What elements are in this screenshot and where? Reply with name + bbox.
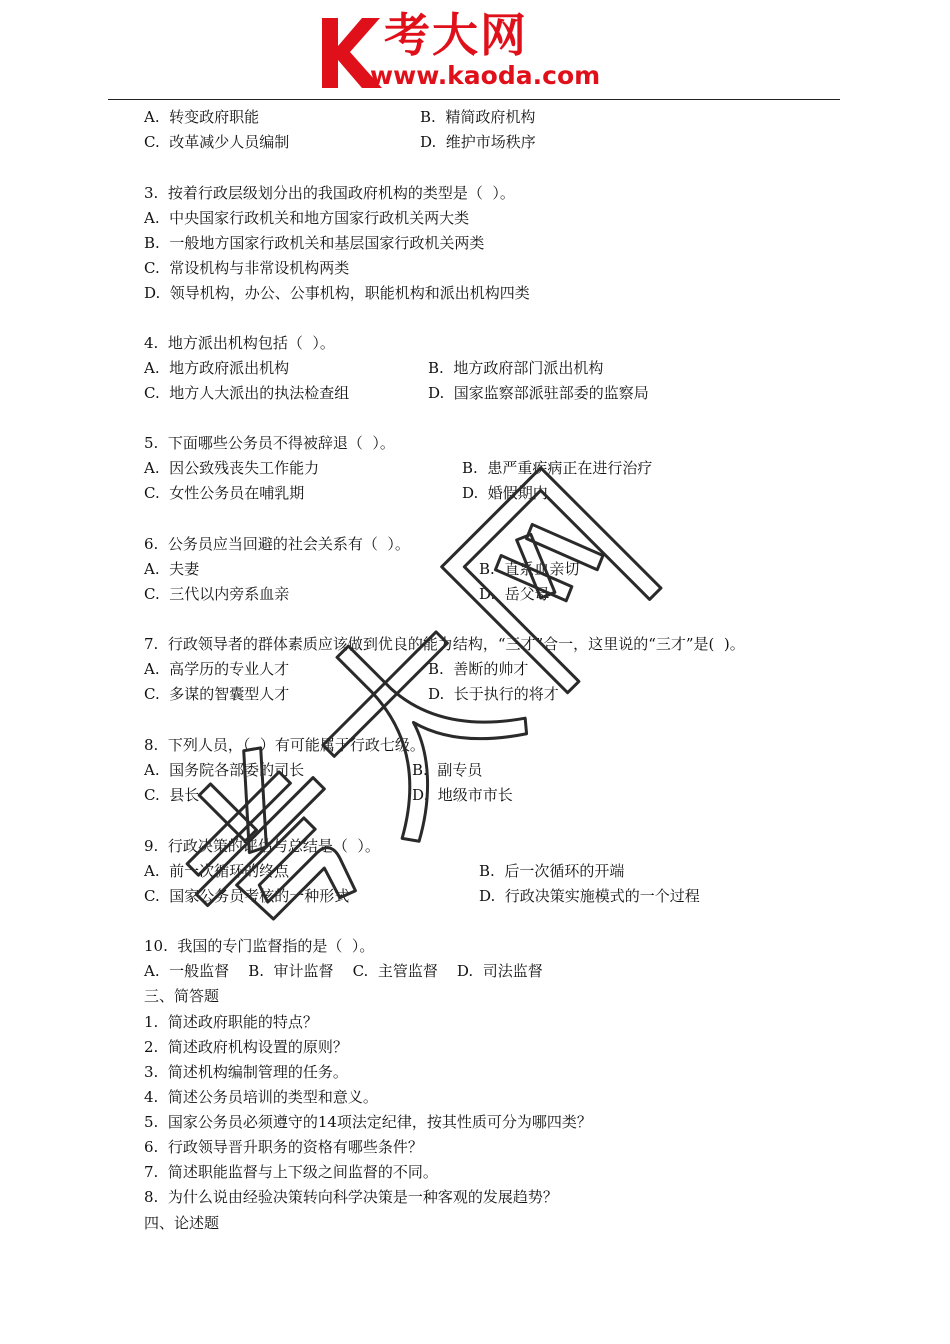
section3-item: 5. 国家公务员必须遵守的14项法定纪律，按其性质可分为哪四类？ [144, 1113, 592, 1131]
q8-option-c: C. 县长 [144, 786, 200, 804]
section3-item: 4. 简述公务员培训的类型和意义。 [144, 1088, 378, 1106]
q10-options: A. 一般监督 B. 审计监督 C. 主管监督 D. 司法监督 [144, 962, 543, 980]
q-prev-option-d: D. 维护市场秩序 [420, 133, 536, 151]
q-prev-option-a: A. 转变政府职能 [144, 108, 260, 126]
header-divider [108, 99, 840, 100]
q5-option-c: C. 女性公务员在哺乳期 [144, 484, 305, 502]
q7-option-a: A. 高学历的专业人才 [144, 660, 290, 678]
q3-option-b: B. 一般地方国家行政机关和基层国家行政机关两类 [144, 234, 485, 252]
q6-option-d: D. 岳父母 [479, 585, 550, 603]
q6-option-b: B. 直系血亲切 [479, 560, 580, 578]
q-prev-option-c: C. 改革减少人员编制 [144, 133, 290, 151]
q4-option-a: A. 地方政府派出机构 [144, 359, 290, 377]
q5-option-d: D. 婚假期内 [462, 484, 548, 502]
q7-option-b: B. 善断的帅才 [428, 660, 529, 678]
logo-url-text: www.kaoda.com [370, 61, 601, 90]
q3-option-a: A. 中央国家行政机关和地方国家行政机关两大类 [144, 209, 470, 227]
q9-option-c: C. 国家公务员考核的一种形式 [144, 887, 350, 905]
q7-stem: 7. 行政领导者的群体素质应该做到优良的能力结构，“三才”合一，这里说的“三才”是( )。 [144, 635, 745, 653]
section3-item: 1. 简述政府职能的特点？ [144, 1013, 318, 1031]
section3-title: 三、简答题 [144, 987, 220, 1005]
section3-item: 3. 简述机构编制管理的任务。 [144, 1063, 348, 1081]
section3-item: 7. 简述职能监督与上下级之间监督的不同。 [144, 1163, 438, 1181]
q3-stem: 3. 按着行政层级划分出的我国政府机构的类型是（ ）。 [144, 184, 515, 202]
logo-cn-text: 考大网 [384, 8, 528, 62]
q8-option-d: D. 地级市市长 [412, 786, 513, 804]
q8-option-a: A. 国务院各部委的司长 [144, 761, 305, 779]
q8-option-b: B. 副专员 [412, 761, 483, 779]
section3-item: 6. 行政领导晋升职务的资格有哪些条件？ [144, 1138, 423, 1156]
q9-option-b: B. 后一次循环的开端 [479, 862, 625, 880]
q7-option-c: C. 多谋的智囊型人才 [144, 685, 290, 703]
section3-item: 8. 为什么说由经验决策转向科学决策是一种客观的发展趋势？ [144, 1188, 558, 1206]
q-prev-option-b: B. 精简政府机构 [420, 108, 536, 126]
q5-option-b: B. 患严重疾病正在进行治疗 [462, 459, 653, 477]
q8-stem: 8. 下列人员，（ ）有可能属于行政七级。 [144, 736, 425, 754]
q9-option-a: A. 前一次循环的终点 [144, 862, 290, 880]
q5-option-a: A. 因公致残丧失工作能力 [144, 459, 320, 477]
q3-option-c: C. 常设机构与非常设机构两类 [144, 259, 350, 277]
q7-option-d: D. 长于执行的将才 [428, 685, 559, 703]
q4-option-d: D. 国家监察部派驻部委的监察局 [428, 384, 649, 402]
q6-option-c: C. 三代以内旁系血亲 [144, 585, 290, 603]
q6-option-a: A. 夫妻 [144, 560, 200, 578]
page-header [0, 0, 950, 100]
q6-stem: 6. 公务员应当回避的社会关系有（ ）。 [144, 535, 410, 553]
q10-stem: 10. 我国的专门监督指的是（ ）。 [144, 937, 375, 955]
section4-title: 四、论述题 [144, 1214, 220, 1232]
q3-option-d: D. 领导机构，办公、公事机构，职能机构和派出机构四类 [144, 284, 530, 302]
q5-stem: 5. 下面哪些公务员不得被辞退（ ）。 [144, 434, 395, 452]
q4-option-c: C. 地方人大派出的执法检查组 [144, 384, 350, 402]
q9-option-d: D. 行政决策实施模式的一个过程 [479, 887, 700, 905]
kaoda-logo[interactable] [318, 8, 648, 94]
q4-stem: 4. 地方派出机构包括（ ）。 [144, 334, 335, 352]
q9-stem: 9. 行政决策的评估与总结是（ ）。 [144, 837, 380, 855]
q4-option-b: B. 地方政府部门派出机构 [428, 359, 604, 377]
section3-item: 2. 简述政府机构设置的原则？ [144, 1038, 348, 1056]
